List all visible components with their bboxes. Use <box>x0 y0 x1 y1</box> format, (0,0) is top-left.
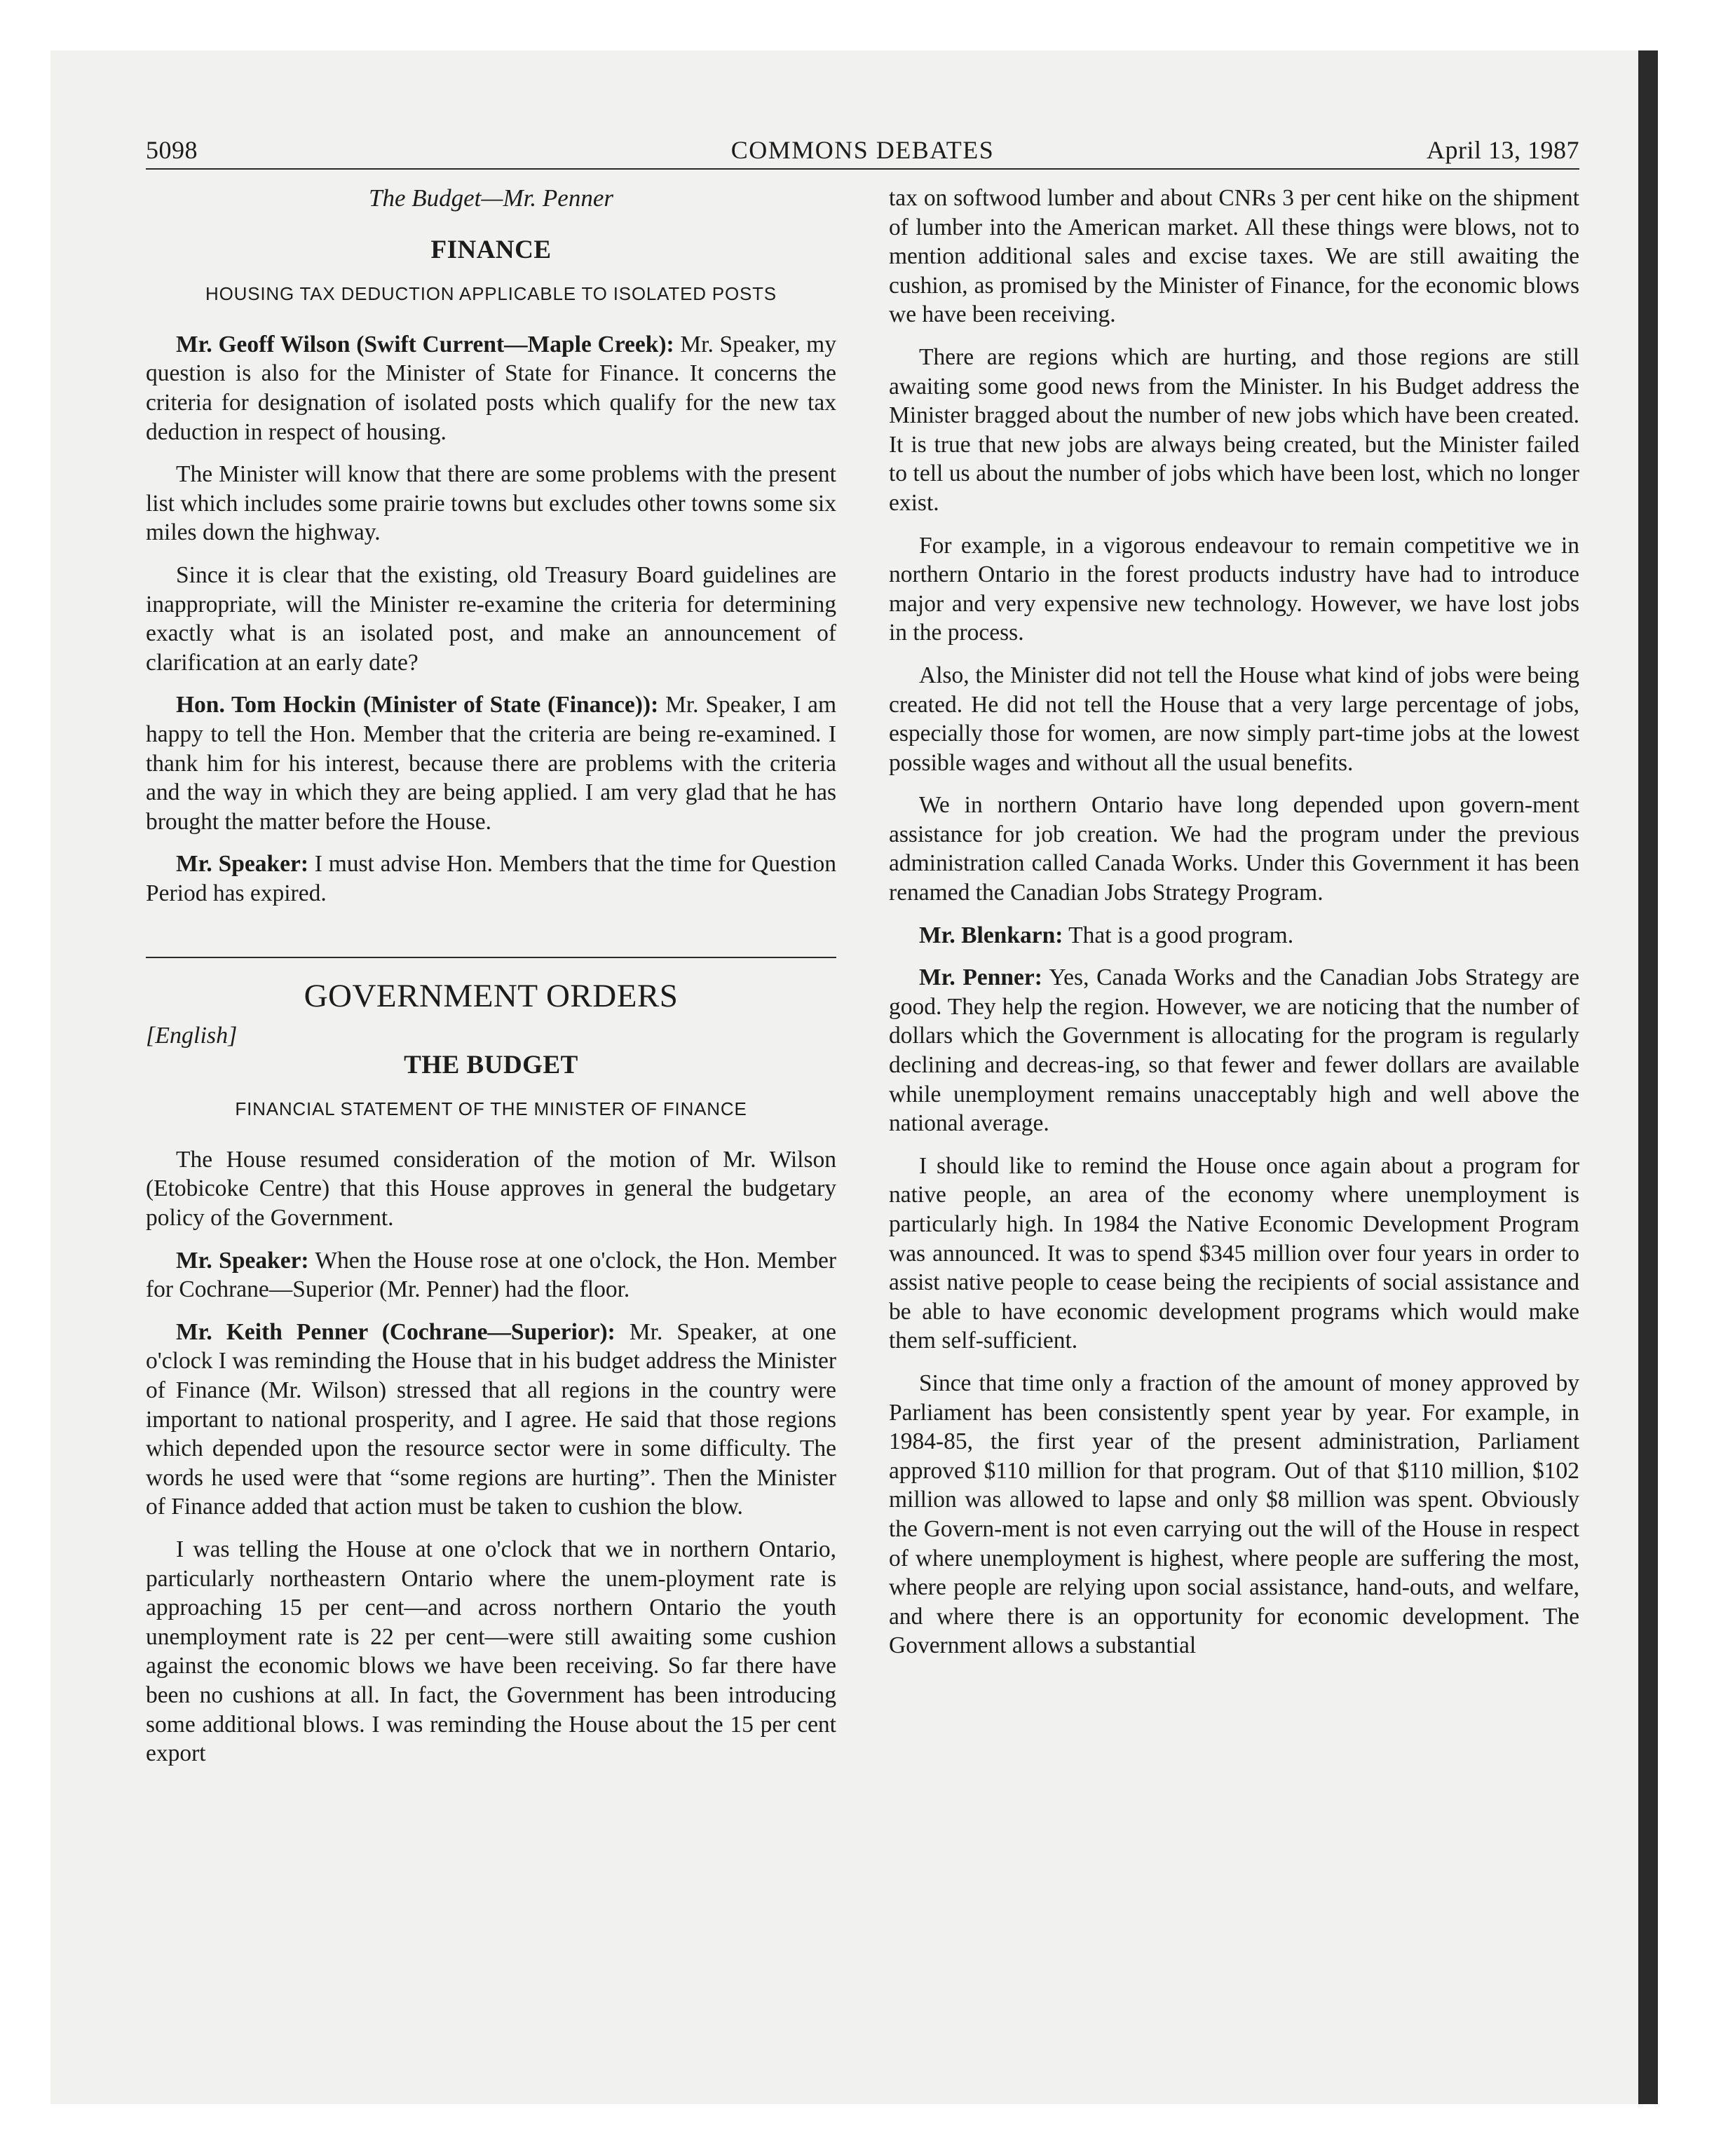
paragraph: The Minister will know that there are some problems with the present list which includes some prairie towns but excludes other towns some six miles down the highway. <box>146 461 836 546</box>
paragraph: I should like to remind the House once again about a program for native people, an area of the economy where unemployment is particularly high. In 1984 the Native Economic Development Program was announced. It was to spend $345 million over four years in order to assist native people to cease being the recipients of social assistance and be able to have economic development programs which would make them self-sufficient. <box>889 1152 1579 1354</box>
paragraph: tax on softwood lumber and about CNRs 3 per cent hike on the shipment of lumber into the American market. All these things were blows, not to mention additional sales and excise taxes. We are still awaiting the cushion, as promised by the Minister of Finance, for the economic blows we have been receiving. <box>889 185 1579 328</box>
section-heading: FINANCE <box>430 235 552 264</box>
left-column <box>146 184 836 1768</box>
question-title: HOUSING TAX DEDUCTION APPLICABLE TO ISOLATED POSTS <box>205 283 777 305</box>
section-divider <box>146 957 836 958</box>
paragraph-text: I must advise Hon. Members that the time for Question Period has expired. <box>146 851 836 906</box>
header-rule <box>146 168 1579 170</box>
paragraph-text: When the House rose at one o'clock, the Hon. Member for Cochrane—Superior (Mr. Penner) had the floor. <box>146 1247 836 1303</box>
paragraph-text: Mr. Speaker, I am happy to tell the Hon. Member that the criteria are being re-examined. I thank him for his interest, because there are problems with the criteria and the way in which they are being applied. I am very glad that he has brought the matter before the House. <box>146 692 836 835</box>
paragraph-text: Mr. Speaker, at one o'clock I was reminding the House that in his budget address the Minister of Finance (Mr. Wilson) stressed that all regions in the country were important to national prosperity, and I agree. He said that those regions which depended upon the resource sector were in some difficulty. The words he used were that “some regions are hurting”. Then the Minister of Finance added that action must be taken to cushion the blow. <box>146 1318 836 1520</box>
paragraph <box>146 690 836 836</box>
speaker-name: Mr. Keith Penner (Cochrane—Superior): <box>176 1318 615 1345</box>
speaker-name: Mr. Speaker: <box>176 851 308 878</box>
speaker-name: Mr. Penner: <box>919 964 1042 991</box>
right-column <box>889 184 1579 1660</box>
paragraph-text: That is a good program. <box>1063 922 1294 948</box>
speaker-name: Mr. Geoff Wilson (Swift Current—Maple Creek): <box>176 331 674 357</box>
speaker-name: Mr. Speaker: <box>176 1247 309 1274</box>
paragraph: I was telling the House at one o'clock that we in northern Ontario, particularly northeastern Ontario where the unem-ployment rate is approaching 15 per cent—and across northern Ontario the youth unemployment rate is 22 per cent—were still awaiting some cushion against the economic blows we have been receiving. So far there have been no cushions at all. In fact, the Government has been introducing some additional blows. I was reminding the House about the 15 per cent export <box>146 1536 836 1767</box>
page-number: 5098 <box>146 136 198 164</box>
paragraph: Since it is clear that the existing, old Treasury Board guidelines are inappropriate, will the Minister re-examine the criteria for determining exactly what is an isolated post, and make an announcement of clarification at an early date? <box>146 561 836 676</box>
sitting-date: April 13, 1987 <box>1427 136 1579 164</box>
paragraph: The House resumed consideration of the motion of Mr. Wilson (Etobicoke Centre) that this House approves in general the budgetary policy of the Government. <box>146 1146 836 1231</box>
publication-title: COMMONS DEBATES <box>730 136 995 164</box>
page-header <box>146 135 1579 170</box>
paragraph <box>889 963 1579 1138</box>
running-head: The Budget—Mr. Penner <box>369 184 613 212</box>
paragraph: There are regions which are hurting, and those regions are still awaiting some good news from the Minister. In his Budget address the Minister bragged about the number of new jobs which have been created. It is true that new jobs are always being created, but the Minister failed to tell us about the number of jobs which have been lost, which no longer exist. <box>889 343 1579 516</box>
orders-heading: GOVERNMENT ORDERS <box>304 978 679 1015</box>
paragraph <box>146 1318 836 1522</box>
paragraph <box>146 330 836 446</box>
language-tag: [English] <box>146 1023 238 1049</box>
paragraph <box>146 1246 836 1304</box>
paragraph: Since that time only a fraction of the amount of money approved by Parliament has been consistently spent year by year. For example, in 1984-85, the first year of the present administration, Parliament approved $110 million for that program. Out of that $110 million, $102 million was allowed to lapse and only $8 million was spent. Obviously the Govern-ment is not even carrying out the will of the House in respect of where unemployment is highest, where people are suffering the most, where people are relying upon social assistance, hand-outs, and welfare, and where there is an opportunity for economic development. The Government allows a substantial <box>889 1370 1579 1659</box>
paragraph-text: Mr. Speaker, my question is also for the Minister of State for Finance. It concerns the criteria for designation of isolated posts which qualify for the new tax deduction in respect of housing. <box>146 331 836 445</box>
paragraph <box>889 921 1579 950</box>
paragraph: We in northern Ontario have long depended upon govern-ment assistance for job creation. We had the program under the previous administration called Canada Works. Under this Government it has been renamed the Canadian Jobs Strategy Program. <box>889 792 1579 906</box>
paragraph <box>146 850 836 908</box>
binding-edge <box>1638 50 1658 2104</box>
speaker-name: Hon. Tom Hockin (Minister of State (Finance)): <box>176 692 659 718</box>
budget-heading: THE BUDGET <box>404 1050 578 1079</box>
statement-title: FINANCIAL STATEMENT OF THE MINISTER OF FINANCE <box>235 1098 747 1120</box>
paragraph: For example, in a vigorous endeavour to remain competitive we in northern Ontario in the forest products industry have had to introduce major and very expensive new technology. However, we have lost jobs in the process. <box>889 532 1579 646</box>
speaker-name: Mr. Blenkarn: <box>919 922 1063 948</box>
paragraph: Also, the Minister did not tell the House what kind of jobs were being created. He did not tell the House that a very large percentage of jobs, especially those for women, are now simply part-time jobs at the lowest possible wages and without all the usual benefits. <box>889 662 1579 776</box>
paragraph-text: Yes, Canada Works and the Canadian Jobs Strategy are good. They help the region. However, we are noticing that the number of dollars which the Government is allocating for the program is regularly declining and decreas-ing, so that fewer and fewer dollars are available while unemployment remains unacceptably high and well above the national average. <box>889 964 1579 1137</box>
